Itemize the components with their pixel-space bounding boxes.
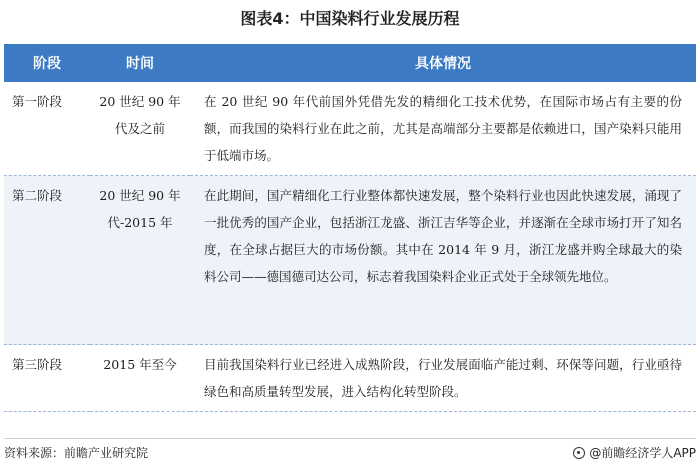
header-time: 时间 xyxy=(90,44,190,82)
time-cell: 2015 年至今 xyxy=(90,345,190,412)
brand-text: @前瞻经济学人APP xyxy=(589,446,696,460)
detail-cell: 在此期间，国产精细化工行业整体都快速发展，整个染料行业也因此快速发展，涌现了一批优秀的国产企业，包括浙江龙盛、浙江吉华等企业，并逐渐在全球市场打开了知名度，在全球占据巨大的市场份额。其中在 2014 年 9 月，浙江龙盛并购全球最大的染料公司——德国德司达公司，标志着我国染料企业正式处于全球领先地位。 xyxy=(190,176,696,345)
table-row xyxy=(4,176,696,345)
table-row xyxy=(4,345,696,412)
table-row xyxy=(4,82,696,176)
footer xyxy=(4,442,696,466)
brand-credit xyxy=(573,444,696,461)
stage-cell: 第三阶段 xyxy=(4,345,90,412)
header-detail: 具体情况 xyxy=(190,44,696,82)
time-cell: 20 世纪 90 年代及之前 xyxy=(90,82,190,176)
detail-cell: 目前我国染料行业已经进入成熟阶段，行业发展面临产能过剩、环保等问题，行业亟待绿色和高质量转型发展，进入结构化转型阶段。 xyxy=(190,345,696,412)
stage-cell: 第二阶段 xyxy=(4,176,90,345)
detail-cell: 在 20 世纪 90 年代前国外凭借先发的精细化工技术优势，在国际市场占有主要的份额，而我国的染料行业在此之前，尤其是高端部分主要都是依赖进口，国产染料只能用于低端市场。 xyxy=(190,82,696,176)
footer-divider xyxy=(4,438,696,439)
qianzhan-logo-icon xyxy=(573,447,585,459)
history-table xyxy=(4,44,696,412)
source-note: 资料来源：前瞻产业研究院 xyxy=(4,446,149,460)
chart-title: 图表4：中国染料行业发展历程 xyxy=(240,9,460,28)
table-header-row xyxy=(4,44,696,82)
time-cell: 20 世纪 90 年代-2015 年 xyxy=(90,176,190,345)
stage-cell: 第一阶段 xyxy=(4,82,90,176)
header-stage: 阶段 xyxy=(4,44,90,82)
